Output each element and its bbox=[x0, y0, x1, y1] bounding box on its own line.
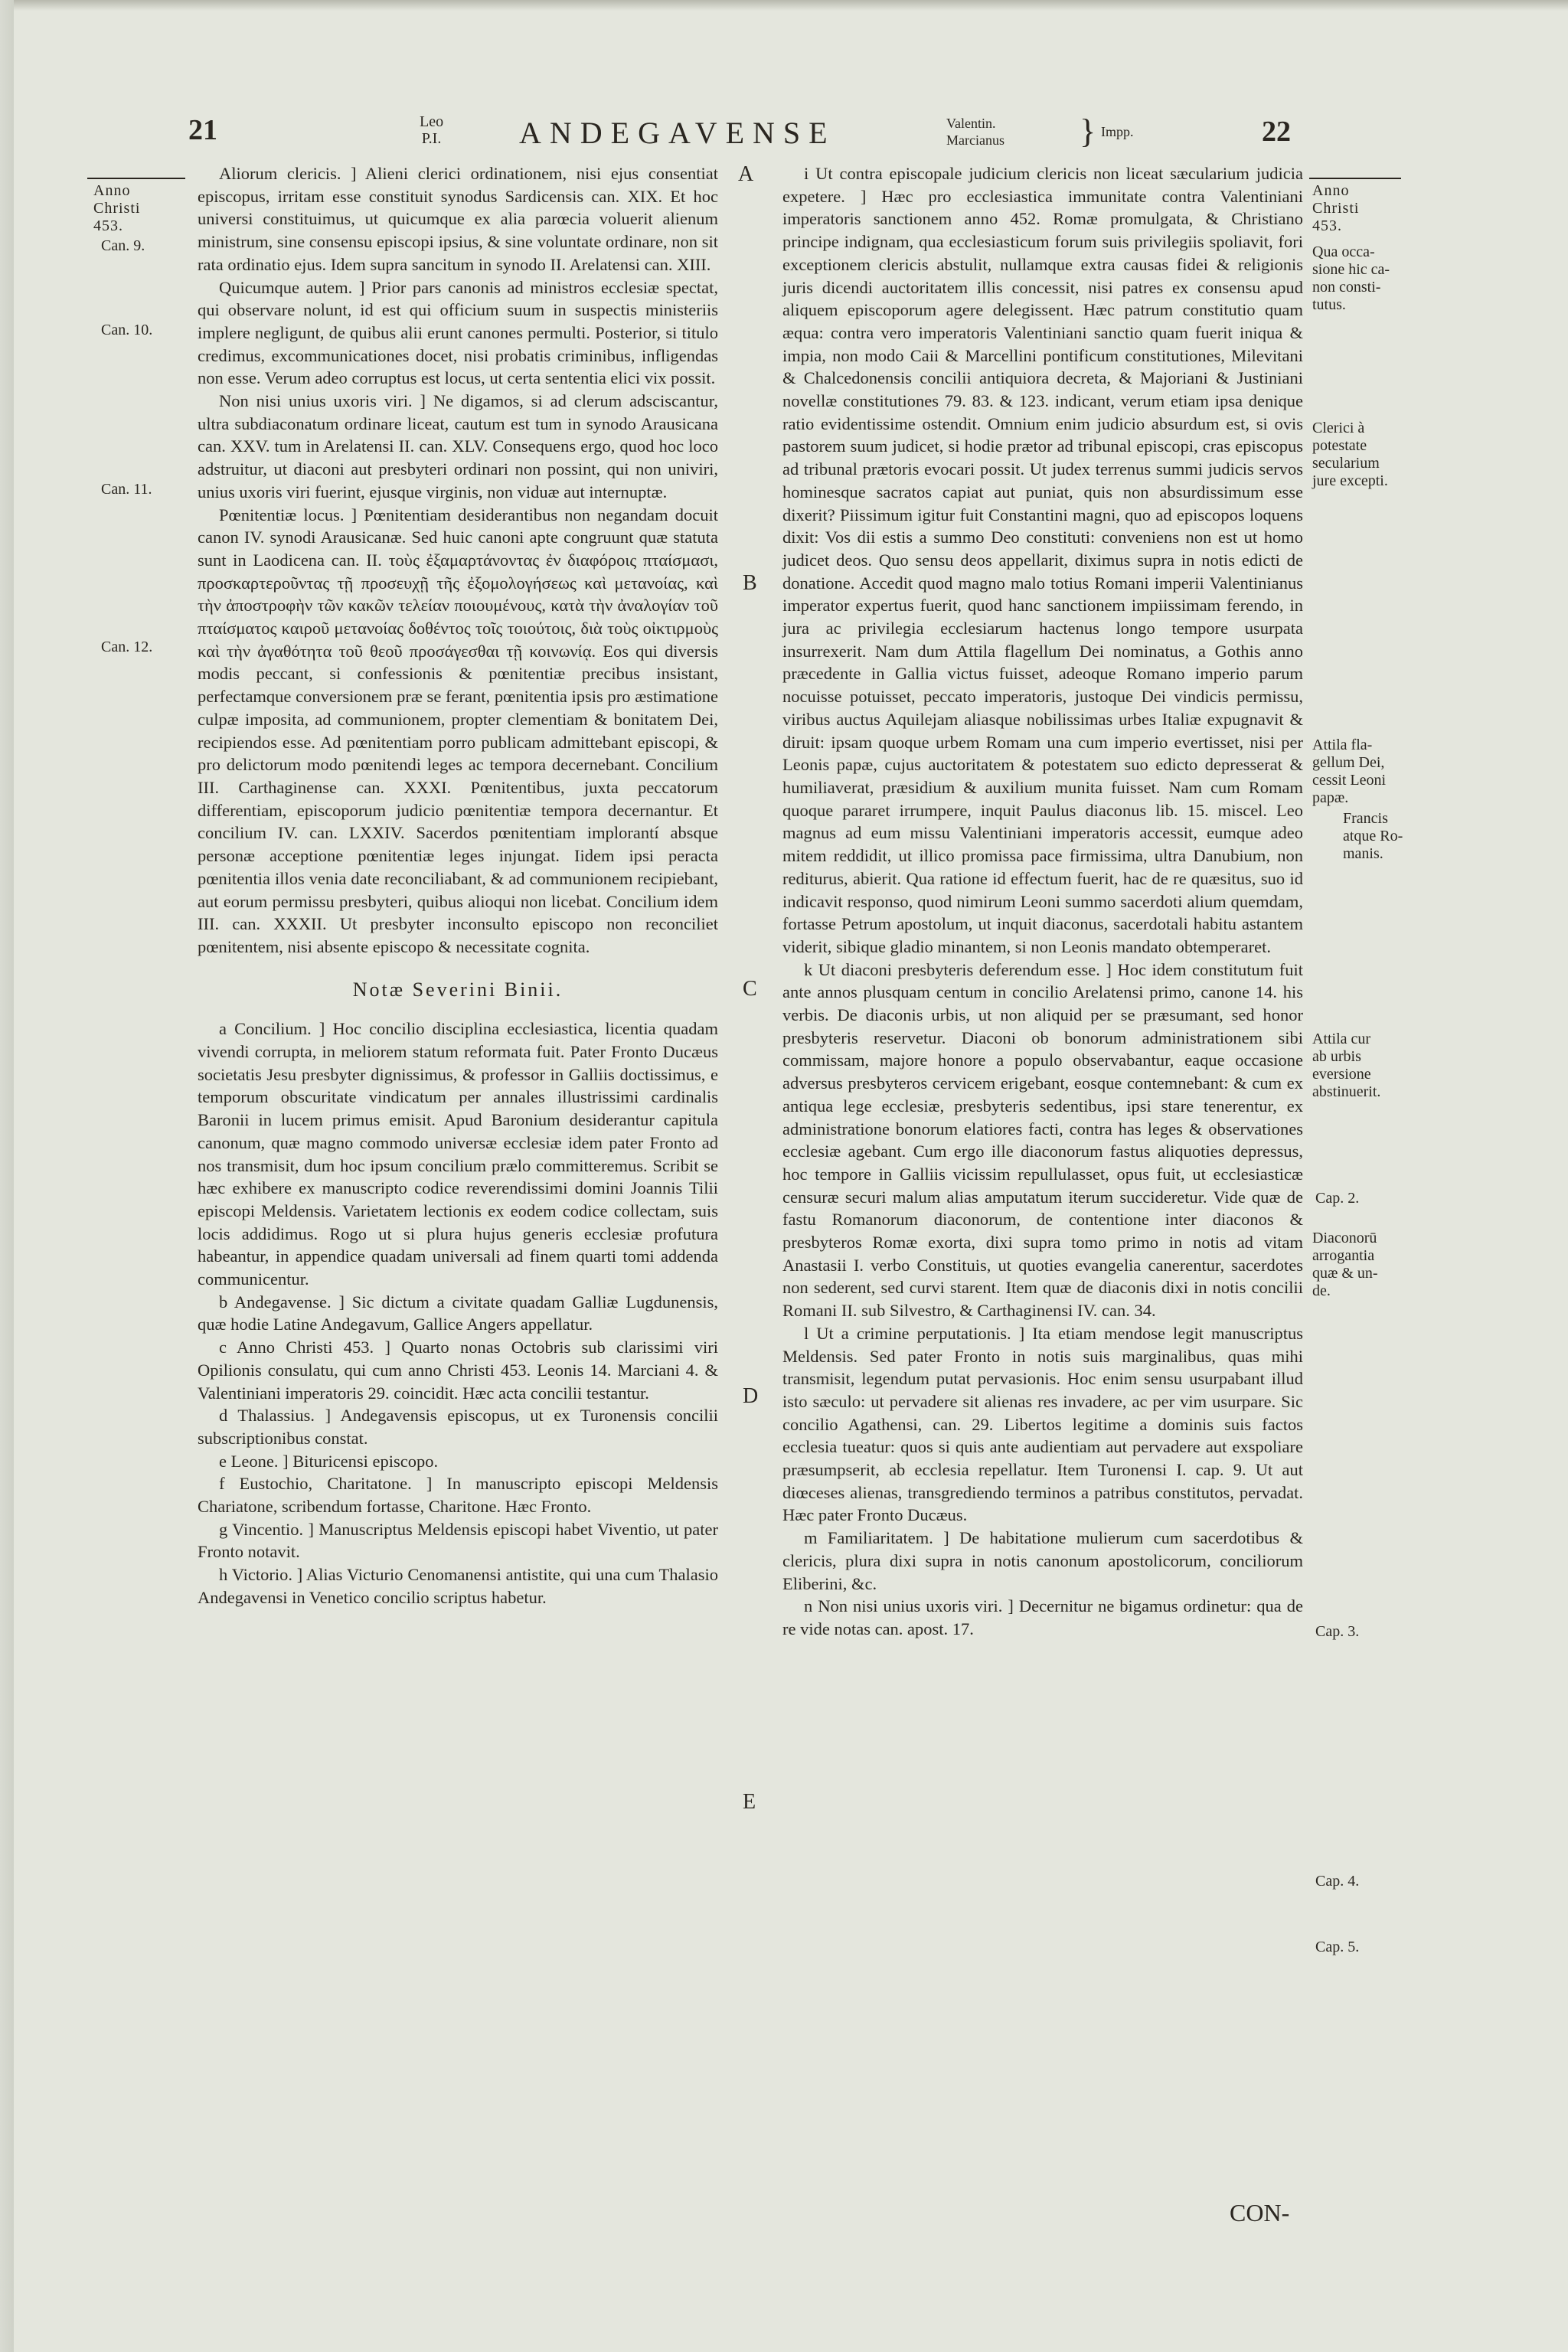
header-leo bbox=[420, 113, 443, 147]
running-title: ANDEGAVENSE bbox=[519, 116, 836, 150]
left-margin-rule bbox=[87, 178, 185, 179]
section-marker-a: A bbox=[738, 162, 754, 186]
section-marker-e: E bbox=[743, 1790, 756, 1814]
left-para-4: Pœnitentiæ locus. ] Pœnitentiam desiderantibus non negandam docuit canon IV. synodi Arausicanæ. Sed huic canoni apte congruunt quæ statuta sunt in Laodicena can. II. τοὺς ἐξαμαρτάνοντας ἐν διαφόροις πταίσμασι, προσκαρτεροῦντας τῇ προσευχῇ τῆς ἐξομολογήσεως καὶ μετανοίας, καὶ τὴν ἀποστροφὴν τῶν κακῶν τελείαν ποιουμένους, κατὰ τὴν ἀναλογίαν τοῦ πταίσματος καιροῦ μετανοίας δοθέντος τοῖς τοιούτοις, διὰ τοὺς οἰκτιρμοὺς καὶ τὴν ἀγαθότητα τοῦ θεοῦ προσάγεσθαι τῇ κοινωνίᾳ. Eos qui diversis modis peccant, si confessionis & pœnitentiæ precibus insistant, perfectamque conversionem præ se ferant, pœnitentia ipsis pro æstimatione culpæ imposita, ad communionem, propter clementiam & bonitatem Dei, recipiendos esse. Ad pœnitentiam porro publicam admittebant episcopi, & pro delictorum modo pœnitendi leges ac tempora decernebant. Concilium III. Carthaginense can. XXXI. Pœnitentibus, juxta peccatorum differentiam, episcoporum judicio pœnitentiæ tempora decernantur. Et concilium IV. can. LXXIV. Sacerdos pœnitentiam implorantí absque personæ acceptione pœnitentiæ leges injungat. Iidem ipsi peracta pœnitentia illos venia date reconciliabant, & ad communionem recipiebant, aut eorum permissu presbyteri, quibus alioqui non licebat. Concilium idem III. can. XXXII. Ut presbyter inconsulto episcopo non reconciliet pœnitentem, nisi absente episcopo & necessitate cognita. bbox=[198, 505, 718, 956]
note-d: d Thalassius. ] Andegavensis episcopus, ut ex Turonensis concilii subscriptionibus constat. bbox=[198, 1406, 718, 1448]
left-margin-can10: Can. 10. bbox=[101, 322, 153, 338]
section-marker-d: D bbox=[743, 1384, 759, 1408]
right-margin-note-9: Cap. 4. bbox=[1315, 1873, 1360, 1890]
header-emperors-line2: Marcianus bbox=[946, 132, 1004, 148]
right-margin-anno: Anno Christi 453. bbox=[1312, 182, 1360, 234]
note-g: g Vincentio. ] Manuscriptus Meldensis episcopi habet Viventio, ut pater Fronto notavit. bbox=[198, 1519, 718, 1562]
right-margin-note-4: Francis atque Ro- manis. bbox=[1343, 810, 1403, 862]
notes-heading: Notæ Severini Binii. bbox=[352, 978, 564, 1001]
note-l: l Ut a crimine perputationis. ] Ita etiam mendose legit manuscriptus Meldensis. Sed pater Fronto in notis suis marginalibus, quas mihi transmisit, legendum putat pervasionis. Hoc enim sensu usurpabant illud isto sæculo: ut pervadere sit alienas res invadere, ac per vim usurpare. Sic concilio Agathensi, can. 29. Libertos legitime a dominis suis factos ecclesia tueatur: quos si quis ante audientiam aut pervadere aut exspoliare præsumpserit, ab ecclesia repellatur. Item Turonensi I. cap. 9. Ut aut diœceses alienas, transgrediendo terminos a patribus constitutos, pervadat. Hæc pater Fronto Ducæus. bbox=[782, 1323, 1303, 1525]
left-text-column bbox=[198, 162, 718, 1609]
note-i: i Ut contra episcopale judicium clericis non liceat sæcularium judicia expetere. ] Hæc pro ecclesiastica immunitate contra Valentiniani imperatoris sanctionem anno 452. Romæ promulgata, & Christiano principe indignam, qua ecclesiasticum forum suis privilegiis spoliavit, fori exceptionem clericis abstulit, nullamque extra causas fidei & religionis juris dicendi auctoritatem illis concessit, nisi patres ex consensu apud aliquem episcoporum agere delegissent. Hæc patrum constitutio quam æqua: contra vero imperatoris Valentiniani sanctio quam fuerit iniqua & impia, non modo Caii & Marcellini pontificum constitutiones, Milevitani & Chalcedonensis concilii antiquiora decreta, & Majoriani & Justiniani novellæ constitutiones 79. 83. & 123. indicant, verum etiam ipsa denique ratio evidentissime ostendit. Omnium enim judicio absurdum est, si ovis pastorem suum judicet, si hodie prætor ad tribunal episcopi, cras episcopus ad tribunal prætoris evocari possit. Ut judex terrenus summi judicis servos hominesque sacratos capiat aut puniat, quis non absurdissimum esse dixerit? Piissimum igitur fuit Constantini magni, quo ad episcopos loquens dixit: Vos dii estis a summo Deo constituti: conveniens non est ut homo judicet deos. Quo sensu deos appellarit, diximus supra in notis edicti de donatione. Accedit quod magno malo totius Romani imperii Valentinianus imperator expertus fuerit, quod hanc sanctionem impiissimam ferendo, in jura ac privilegia ecclesiarum hactenus longo tempore usurpata insurrexerit. Nam dum Attila flagellum Dei nominatus, a Gothis anno præcedente in Gallia victus fuisset, adeoque Romano imperio parum nocuisse potuisset, peccato imperatoris, justoque Dei vindicis permissu, viribus auctus Aquilejam aliasque nobilissimas urbes Italiæ expugnavit & diruit: ipsam quoque urbem Romam una cum imperio evertisset, nisi per Leonis papæ, cujus auctoritatem & potestatem suo edicto depresserat & humiliaverat, præsidium & auxilium munita fuisset. Nam cum Romam quoque pararet irrumpere, inquit Paulus diaconus lib. 15. miscel. Leo magnus ad eum missu Valentiniani imperatoris accessit, eumque adeo mitem reddidit, ut illico promissa pace firmissima, ultra Danubium, non rediturus, abierit. Qua ratione id effectum fuerit, hac de re quæsitus, suo id indicavit responso, quod nimirum Leoni summo sacerdoti alium quemdam, fortasse Petrum apostolum, ut inquit diaconus, sacerdotali habitu astantem viderit, sibique gladio minantem, si non Leonis mandato obtemperaret. bbox=[782, 164, 1303, 956]
section-marker-b: B bbox=[743, 571, 757, 595]
note-c: c Anno Christi 453. ] Quarto nonas Octobris sub clarissimi viri Opilionis consulatu, qui cum anno Christi 453. Leonis 14. Marciani 4. & Valentiniani imperatoris 29. coincidit. Hæc acta concilii testantur. bbox=[198, 1338, 718, 1403]
catchword: CON- bbox=[1230, 2199, 1290, 2226]
book-page bbox=[14, 0, 1568, 2352]
right-margin-note-6: Cap. 2. bbox=[1315, 1190, 1360, 1207]
page-top-shadow bbox=[14, 0, 1568, 11]
header-brace: } bbox=[1080, 113, 1096, 150]
header-imperatores: Impp. bbox=[1101, 124, 1134, 139]
left-margin-can11: Can. 11. bbox=[101, 481, 152, 498]
right-margin-note-7: Diaconorū arrogantia quæ & un- de. bbox=[1312, 1230, 1378, 1299]
note-b: b Andegavense. ] Sic dictum a civitate quadam Galliæ Lugdunensis, quæ hodie Latine Andegavum, Gallice Angers appellatur. bbox=[198, 1292, 718, 1334]
note-k: k Ut diaconi presbyteris deferendum esse. ] Hoc idem constitutum fuit ante annos plusquam centum in concilio Arelatensi primo, canone 14. his verbis. De diaconis urbis, ut non aliquid per se præsumant, sed honor presbyteris reservetur. Diaconi ob bonorum administrationem sibi commissam, majore honore a populo observabantur, eaque occasione adversus presbyteros cervicem erigebant, eosque contemnebant: & cum ex antiqua lege ecclesiæ, presbyteris sedentibus, ipsi stare tenerentur, ex administratione bonorum elatiores facti, contra has leges & observationes ecclesiæ agebant. Cum ergo ille diaconorum fastus aliquoties depressus, hoc tempore in Galliis vicissim repullulasset, opus fuit, ut ecclesiasticæ censuræ securi malum alias amputatum iterum succideretur. Vide quæ de fastu Romanorum diaconorum, de contentione inter diaconos & presbyteros Romæ exorta, dixi supra tomo primo in notis ad vitam Anastasii I. verbo Constituis, ut quoties evangelia canerentur, sacerdotes non sederent, sed curvi starent. Item quæ de diaconis dixi in notis concilii Romani II. sub Silvestro, & Carthaginensi IV. can. 34. bbox=[782, 959, 1303, 1321]
header-leo-line1: Leo bbox=[420, 113, 444, 130]
left-para-2: Quicumque autem. ] Prior pars canonis ad ministros ecclesiæ spectat, qui observare nolunt, id est qui officium suum in suspectis ministeriis implere negligunt, de quibus alii erunt canones permulti. Posterior, si titulo credimus, excommunicationes docet, nisi probatis criminibus, infligendas non esse. Verum adeo corruptus est locus, ut certa sententia elici vix possit. bbox=[198, 277, 718, 388]
note-h: h Victorio. ] Alias Victurio Cenomanensi antistite, qui una cum Thalasio Andegavensi in Venetico concilio scriptus habetur. bbox=[198, 1565, 718, 1607]
right-margin-note-5: Attila cur ab urbis eversione abstinuerit. bbox=[1312, 1031, 1381, 1100]
note-f: f Eustochio, Charitatone. ] In manuscripto episcopi Meldensis Chariatone, scribendum fortasse, Charitone. Hæc Fronto. bbox=[198, 1474, 718, 1517]
right-margin-rule bbox=[1309, 178, 1401, 179]
note-n: n Non nisi unius uxoris viri. ] Decernitur ne bigamus ordinetur: qua de re vide notas can. apost. 17. bbox=[782, 1596, 1303, 1638]
header-emperors bbox=[946, 115, 1004, 149]
right-margin-note-3: Attila fla- gellum Dei, cessit Leoni papæ. bbox=[1312, 737, 1387, 806]
right-margin-note-10: Cap. 5. bbox=[1315, 1939, 1360, 1955]
note-e: e Leone. ] Bituricensi episcopo. bbox=[219, 1451, 439, 1471]
note-a: a Concilium. ] Hoc concilio disciplina ecclesiastica, licentia quadam vivendi corrupta, in meliorem statum reformata fuit. Pater Fronto Ducæus societatis Jesu presbyter dignissimus, & professor in Galliis doctissimus, e temporum obscuritate vindicatum per annales illustrissimi cardinalis Baronii in lucem primus emisit. Apud Baronium desiderantur capitula canonum, quæ magno commodo universæ ecclesiæ idem pater Fronto ad nos transmisit, dum hoc ipsum concilium prælo committeremus. Scribit se hæc exhibere ex manuscripto codice reverendissimi domini Joannis Tilii episcopi Meldensis. Varietatem lectionis ex eodem codice collectam, suis locis addidimus. Rogo ut si plura hujus generis ecclesiæ profutura habeantur, in appendice quadam universali ad finem quarti tomi addenda communicentur. bbox=[198, 1019, 718, 1289]
right-margin-note-8: Cap. 3. bbox=[1315, 1623, 1360, 1640]
header-emperors-line1: Valentin. bbox=[946, 116, 996, 131]
left-margin-can9: Can. 9. bbox=[101, 237, 145, 254]
left-margin-can12: Can. 12. bbox=[101, 639, 153, 655]
right-margin-note-1: Qua occa- sione hic ca- non consti- tutus. bbox=[1312, 243, 1390, 313]
left-page-number: 21 bbox=[188, 114, 217, 146]
left-margin-anno: Anno Christi 453. bbox=[93, 182, 141, 234]
right-margin-note-2: Clerici à potestate secularium jure excepti. bbox=[1312, 420, 1388, 489]
header-leo-line2: P.I. bbox=[421, 130, 442, 147]
section-marker-c: C bbox=[743, 977, 757, 1001]
note-m: m Familiaritatem. ] De habitatione mulierum cum sacerdotibus & clericis, plura dixi supra in notis canonum apostolicorum, conciliorum Eliberini, &c. bbox=[782, 1528, 1303, 1593]
right-page-number: 22 bbox=[1262, 116, 1291, 148]
right-text-column bbox=[782, 162, 1303, 1641]
left-para-3: Non nisi unius uxoris viri. ] Ne digamos, si ad clerum adsciscantur, ultra subdiaconatum ordinare liceat, cautum est tum in synodo Arausicana can. XXV. tum in Arelatensi II. can. XLV. Consequens ergo, quod hoc loco adstruitur, ut diaconi aut presbyteri ordinari non possint, qui non univiri, unius uxoris viri fuerint, ejusque virginis, non viduæ aut internuptæ. bbox=[198, 391, 718, 501]
left-para-1: Aliorum clericis. ] Alieni clerici ordinationem, nisi ejus consentiat episcopus, irritam esse constituit synodus Sardicensis can. XIX. Et hoc universi constituimus, ut quicumque ex alia parœcia voluerit alienum ministrum, sine consensu episcopi ipsius, & sine voluntate ordinare, non sit rata ordinatio ejus. Idem supra sancitum in synodo II. Arelatensi can. XIII. bbox=[198, 164, 718, 274]
